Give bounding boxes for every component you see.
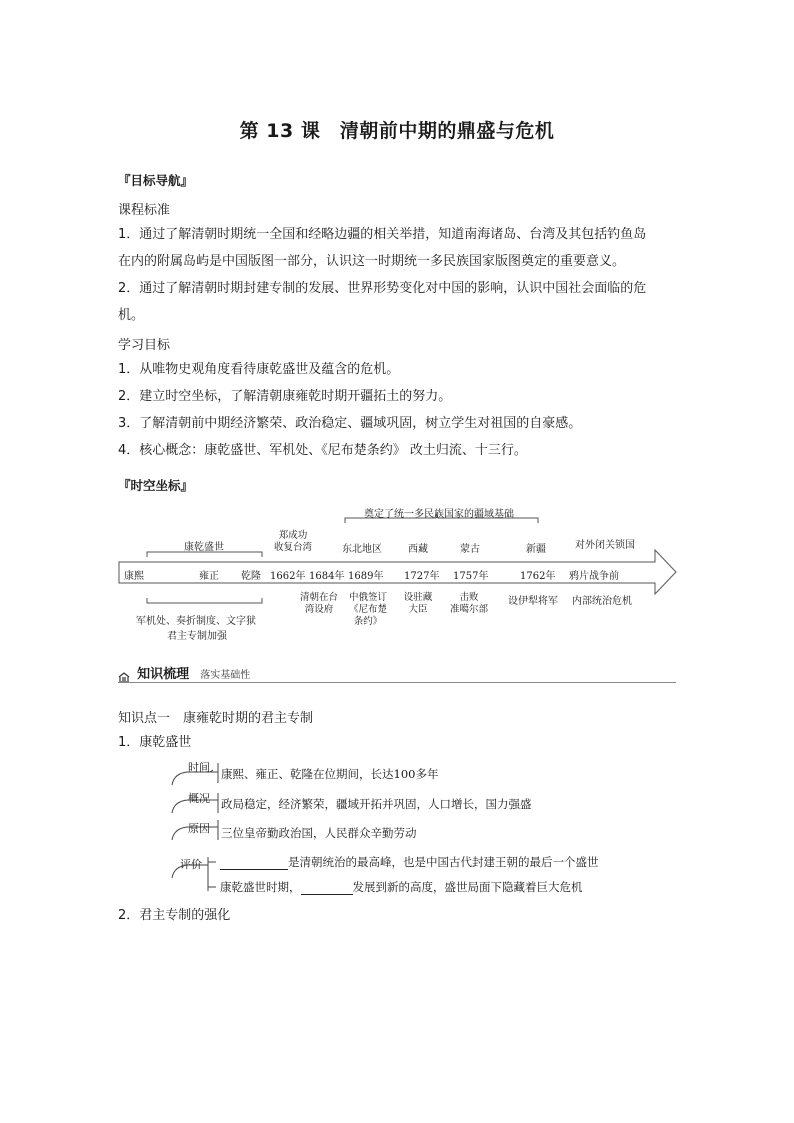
eval-blank-1[interactable] [220, 869, 288, 870]
overview-text: 政局稳定，经济繁荣，疆域开拓并巩固，人口增长，国力强盛 [221, 797, 532, 811]
knowledge-point-1: 知识点一 康雍乾时期的君主专制 [118, 711, 314, 726]
eval-line-1: 是清朝统治的最高峰，也是中国古代封建王朝的最后一个盛世 [220, 854, 599, 870]
qianlong-label: 乾隆 [241, 571, 261, 582]
xinjiang-label: 新疆 [526, 544, 546, 555]
zhengchenggong-label: 郑成功 收复台湾 [273, 530, 312, 553]
objective-2: 2．建立时空坐标，了解清朝康雍乾时期开疆拓土的努力。 [118, 389, 452, 404]
year-1727: 1727年 [404, 571, 440, 582]
time-label: 时间 [188, 761, 210, 774]
dongbei-label: 东北地区 [342, 544, 382, 555]
item-1-heading: 1．康乾盛世 [118, 735, 192, 750]
junjichu-label: 军机处、奏折制度、文字狱 [136, 616, 256, 627]
curriculum-line-4: 机。 [118, 308, 145, 323]
objective-4: 4．核心概念：康乾盛世、军机处、《尼布楚条约》 改土归流、十三行。 [118, 443, 527, 458]
yili-general-label: 设伊犁将军 [508, 596, 558, 607]
cause-text: 三位皇帝勤政治国，人民群众辛勤劳动 [221, 826, 417, 840]
item-2-heading: 2．君主专制的强化 [118, 908, 231, 923]
curriculum-line-1: 1．通过了解清朝时期统一全国和经略边疆的相关举措，知道南海诸岛、台湾及其包括钓鱼岛 [118, 227, 647, 242]
goal-nav-heading: 『目标导航』 [118, 173, 194, 188]
objective-3: 3．了解清朝前中期经济繁荣、政治稳定、疆域巩固，树立学生对祖国的自豪感。 [118, 416, 582, 431]
kangxi-label: 康熙 [124, 571, 144, 582]
menggu-label: 蒙古 [460, 544, 480, 555]
year-1689: 1689年 [348, 571, 384, 582]
eval-blank-2[interactable] [301, 894, 353, 895]
yongzheng-label: 雍正 [199, 571, 219, 582]
overview-label: 概况 [188, 792, 210, 805]
page-title: 第 13 课 清朝前中期的鼎盛与危机 [239, 120, 555, 142]
year-1762: 1762年 [520, 571, 556, 582]
year-1684: 1684年 [309, 571, 345, 582]
curriculum-line-2: 在内的附属岛屿是中国版图一部分，认识这一时期统一多民族国家版图奠定的重要意义。 [118, 254, 626, 269]
kangqian-label: 康乾盛世 [184, 542, 224, 553]
eval-label: 评价 [180, 858, 202, 871]
nerchinsk-label: 中俄签订 《尼布楚 条约》 [348, 592, 387, 627]
absolutism-label: 君主专制加强 [167, 631, 227, 642]
curriculum-line-3: 2．通过了解清朝时期封建专制的发展、世界形势变化对中国的影响，认识中国社会面临的危 [118, 281, 647, 296]
opium-war-label: 鸦片战争前 [569, 571, 619, 582]
eval-line-2: 康乾盛世时期， 发展到新的高度，盛世局面下隐藏着巨大危机 [220, 880, 583, 894]
knowledge-banner-title: 知识梳理 [137, 667, 190, 682]
year-1662: 1662年 [270, 571, 306, 582]
taiwan-prefecture-label: 清朝在台 湾设府 [299, 592, 338, 615]
closed-door-label: 对外闭关锁国 [575, 540, 635, 551]
time-text: 康熙、雍正、乾隆在位期间，长达100多年 [221, 767, 439, 781]
zangdachen-label: 设驻藏 大臣 [403, 592, 433, 615]
internal-crisis-label: 内部统治危机 [572, 596, 632, 607]
year-1757: 1757年 [453, 571, 489, 582]
knowledge-banner-sub: 落实基础性 [200, 670, 251, 681]
zhunger-label: 击败 准噶尔部 [449, 592, 488, 615]
objective-1: 1．从唯物史观角度看待康乾盛世及蕴含的危机。 [118, 362, 400, 377]
top-brace-label: 奠定了统一多民族国家的疆域基础 [364, 509, 514, 520]
curriculum-heading: 课程标准 [118, 203, 171, 218]
cause-label: 原因 [188, 822, 210, 835]
timeline-heading: 『时空坐标』 [118, 478, 194, 493]
xizang-label: 西藏 [408, 544, 428, 555]
objectives-heading: 学习目标 [118, 338, 171, 353]
